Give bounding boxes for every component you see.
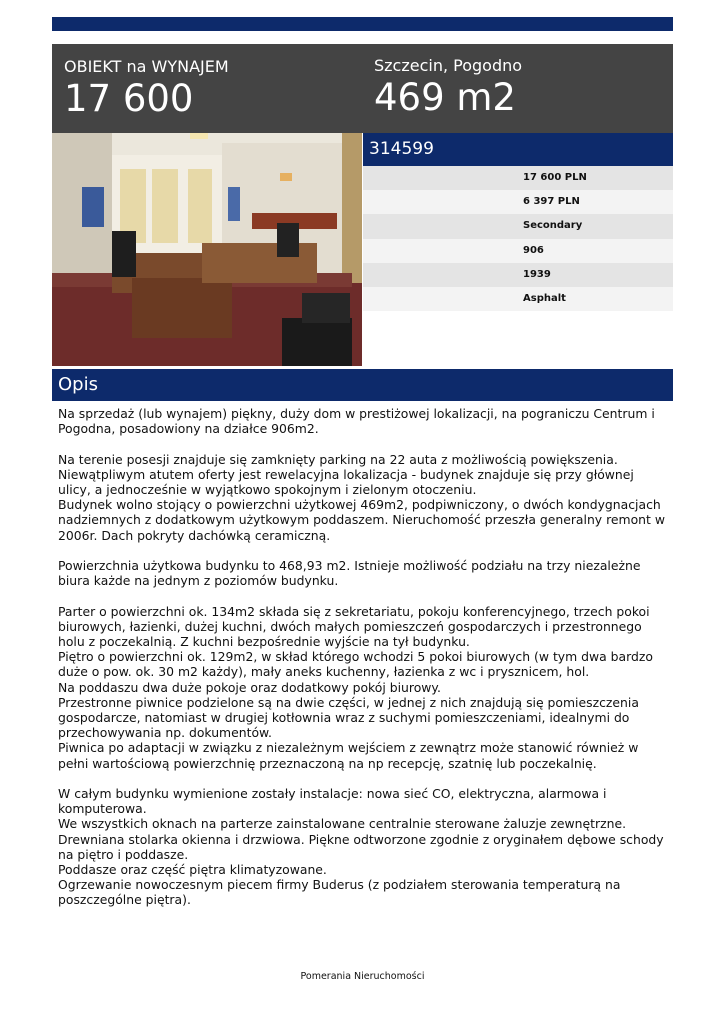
header-right xyxy=(374,56,522,118)
description-paragraph: Budynek wolno stojący o powierzchni użytkowej 469m2, podpiwniczony, o dwóch kondygnacjach nadziemnych z dodatkowym użytkowym poddaszem. Nieruchomość przeszła generalny remont w 2006r. Dach pokryty dachówką ceramiczną. xyxy=(58,497,665,543)
description-paragraph: Powierzchnia użytkowa budynku to 468,93 m2. Istnieje możliwość podziału na trzy niezależne biura każde na jednym z poziomów budynku. xyxy=(58,558,641,589)
description-paragraph: W całym budynku wymienione zostały instalacje: nowa sieć CO, elektryczna, alarmowa i komputerowa. xyxy=(58,786,607,817)
details-table xyxy=(363,166,673,311)
detail-row-year: 1939 xyxy=(363,263,673,287)
description-spacer xyxy=(58,771,668,786)
description-paragraph: Drewniana stolarka okienna i drzwiowa. Piękne odtworzone zgodnie z oryginałem dębowe schody na piętro i poddasze. xyxy=(58,831,664,862)
description-heading: Opis xyxy=(52,369,673,401)
detail-row-price-per-m2: 6 397 PLN xyxy=(363,190,673,214)
description-paragraph: Przestronne piwnice podzielone są na dwie części, w jednej z nich znajdują się pomieszczenia gospodarcze, natomiast w drugiej kotłownia wraz z suchymi pomieszczeniami, idealnymi do przechowywania np. dokumentów. xyxy=(58,694,639,741)
header-left xyxy=(64,57,229,119)
price: 17 600 xyxy=(64,77,194,120)
description-paragraph: Niewątpliwym atutem oferty jest rewelacyjna lokalizacja - budynek znajduje się przy głównej ulicy, a jednocześnie w wyjątkowo spokojnym i zielonym otoczeniu. xyxy=(58,466,634,497)
listing-header xyxy=(52,44,673,133)
description-paragraph: Na poddaszu dwa duże pokoje oraz dodatkowy pokój biurowy. xyxy=(58,679,441,695)
description-spacer xyxy=(58,436,668,451)
description-paragraph: Na sprzedaż (lub wynajem) piękny, duży dom w prestiżowej lokalizacji, na pograniczu Centrum i Pogodna, posadowiony na działce 906m2. xyxy=(58,406,655,437)
description-paragraph: Na terenie posesji znajduje się zamknięty parking na 22 auta z możliwością powiększenia. xyxy=(58,451,618,467)
top-accent-bar xyxy=(52,17,673,31)
property-photo xyxy=(52,133,362,366)
detail-row-plot: 906 xyxy=(363,239,673,263)
detail-row-price: 17 600 PLN xyxy=(363,166,673,190)
description-paragraph: We wszystkich oknach na parterze zainstalowane centralnie sterowane żaluzje zewnętrzne. xyxy=(58,816,627,832)
description-paragraph: Ogrzewanie nowoczesnym piecem firmy Buderus (z podziałem sterowania temperaturą na poszczególne piętra). xyxy=(58,877,621,908)
listing-id: 314599 xyxy=(363,133,673,166)
offer-type: OBIEKT na WYNAJEM xyxy=(64,57,229,76)
detail-row-road: Asphalt xyxy=(363,287,673,311)
description-paragraph: Parter o powierzchni ok. 134m2 składa się z sekretariatu, pokoju konferencyjnego, trzech pokoi biurowych, łazienki, dużej kuchni, dwóch małych pomieszczeń gospodarczych i przestronnego holu z poczekalnią. Z kuchni bezpośrednie wyjście na tył budynku. xyxy=(58,603,650,649)
office-interior-image xyxy=(52,133,362,366)
description-spacer xyxy=(58,588,668,603)
area: 469 m2 xyxy=(374,76,516,119)
detail-row-market: Secondary xyxy=(363,214,673,238)
description-body xyxy=(58,406,668,908)
footer-agency: Pomerania Nieruchomości xyxy=(300,971,425,982)
location: Szczecin, Pogodno xyxy=(374,56,523,75)
description-spacer xyxy=(58,543,668,558)
description-paragraph: Piętro o powierzchni ok. 129m2, w skład którego wchodzi 5 pokoi biurowych (w tym dwa bardzo duże o pow. ok. 30 m2 każdy), mały aneks kuchenny, łazienka z wc i prysznicem, hol. xyxy=(58,649,653,680)
description-paragraph: Poddasze oraz część piętra klimatyzowane. xyxy=(58,862,327,878)
description-paragraph: Piwnica po adaptacji w związku z niezależnym wejściem z zewnątrz może stanowić również w pełni wartościową powierzchnię przeznaczoną na np recepcję, szatnię lub poczekalnię. xyxy=(58,740,639,771)
